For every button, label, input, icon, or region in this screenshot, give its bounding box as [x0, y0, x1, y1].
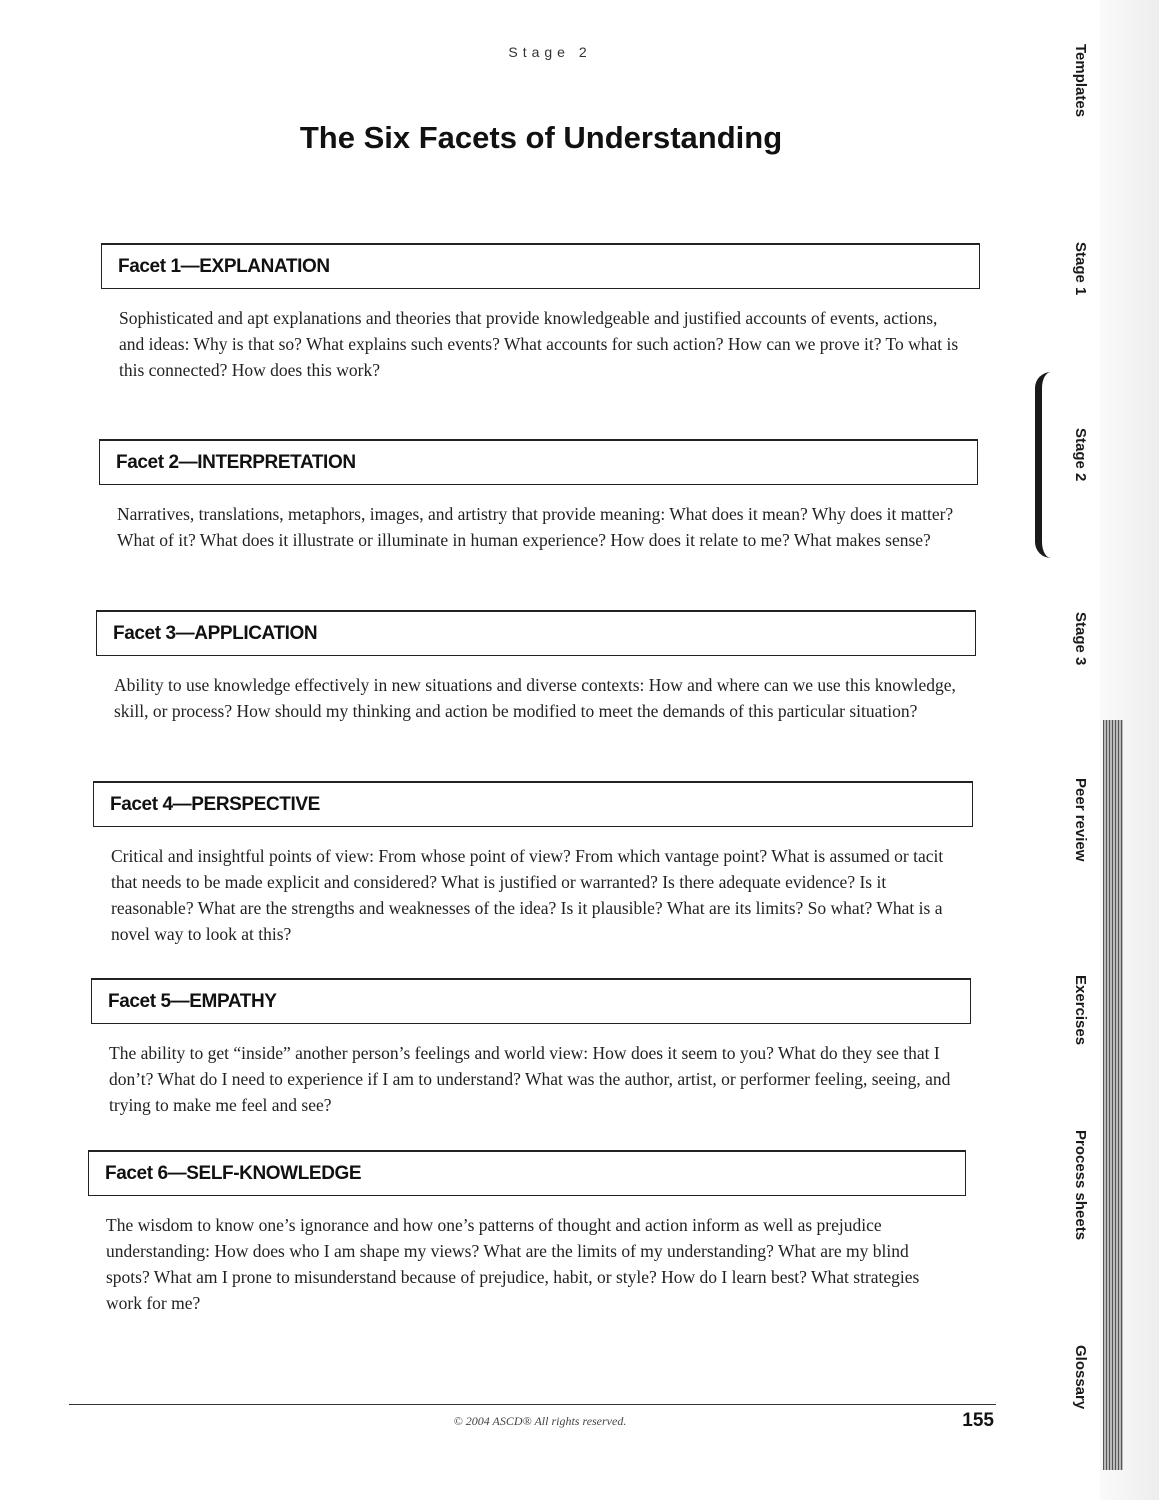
facet-5-heading: Facet 5—EMPATHY [91, 978, 971, 1024]
tab-peer-review[interactable]: Peer review [1072, 778, 1089, 862]
tab-exercises[interactable]: Exercises [1072, 975, 1089, 1046]
footer-divider [69, 1404, 996, 1405]
stage-label: Stage 2 [508, 44, 592, 60]
tab-process-sheets[interactable]: Process sheets [1072, 1130, 1089, 1241]
tab-stage-3[interactable]: Stage 3 [1072, 612, 1089, 666]
facet-5-description: The ability to get “inside” another person’s feelings and world view: How does it seem to you? What do they see that I don’t? What do I need to experience if I am to understand? What was the author, artist, or performer feeling, seeing, and trying to make me feel and see? [109, 1043, 951, 1115]
facet-2-heading: Facet 2—INTERPRETATION [99, 439, 978, 485]
page-number: 155 [962, 1410, 994, 1431]
facet-1-heading: Facet 1—EXPLANATION [101, 243, 980, 289]
facet-4-heading: Facet 4—PERSPECTIVE [93, 781, 973, 827]
facet-1-description: Sophisticated and apt explanations and theories that provide knowledgeable and justified accounts of events, actions, and ideas: Why is that so? What explains such events? What accounts for such action? How can we prove it? To what is this connected? How does this work? [119, 308, 959, 380]
facet-3-description: Ability to use knowledge effectively in new situations and diverse contexts: How and where can we use this knowledge, skill, or process? How should my thinking and action be modified to meet the demands of this particular situation? [114, 675, 956, 721]
copyright-notice: © 2004 ASCD® All rights reserved. [453, 1414, 627, 1428]
stacked-page-edges [1103, 720, 1123, 1470]
facet-4 [93, 781, 973, 965]
active-tab-indicator [1035, 372, 1055, 558]
facet-2-description: Narratives, translations, metaphors, images, and artistry that provide meaning: What does it mean? Why does it matter? What of it? What does it illustrate or illuminate in human experience? How does it relate to me? What makes sense? [117, 504, 954, 550]
facet-1 [101, 243, 980, 401]
facet-6 [88, 1150, 966, 1334]
tab-templates[interactable]: Templates [1072, 44, 1089, 118]
facet-2 [99, 439, 978, 571]
page-title: The Six Facets of Understanding [299, 120, 783, 155]
facet-6-description: The wisdom to know one’s ignorance and how one’s patterns of thought and action inform as well as prejudice understanding: How does who I am shape my views? What are the limits of my understanding? What are my blind spots? What am I prone to misunderstand because of prejudice, habit, or style? How do I learn best? What strategies work for me? [106, 1215, 920, 1313]
tab-stage-1[interactable]: Stage 1 [1072, 242, 1089, 296]
tab-stage-2[interactable]: Stage 2 [1072, 428, 1089, 482]
facet-5 [91, 978, 971, 1136]
facet-3-heading: Facet 3—APPLICATION [96, 610, 976, 656]
tab-glossary[interactable]: Glossary [1072, 1345, 1089, 1410]
facet-6-heading: Facet 6—SELF-KNOWLEDGE [88, 1150, 966, 1196]
facet-4-description: Critical and insightful points of view: From whose point of view? From which vantage point? What is assumed or tacit that needs to be made explicit and considered? What is justified or warranted? Is there adequate evidence? Is it reasonable? What are the strengths and weaknesses of the idea? Is it plausible? What are its limits? So what? What is a novel way to look at this? [111, 846, 944, 944]
facet-3 [96, 610, 976, 742]
